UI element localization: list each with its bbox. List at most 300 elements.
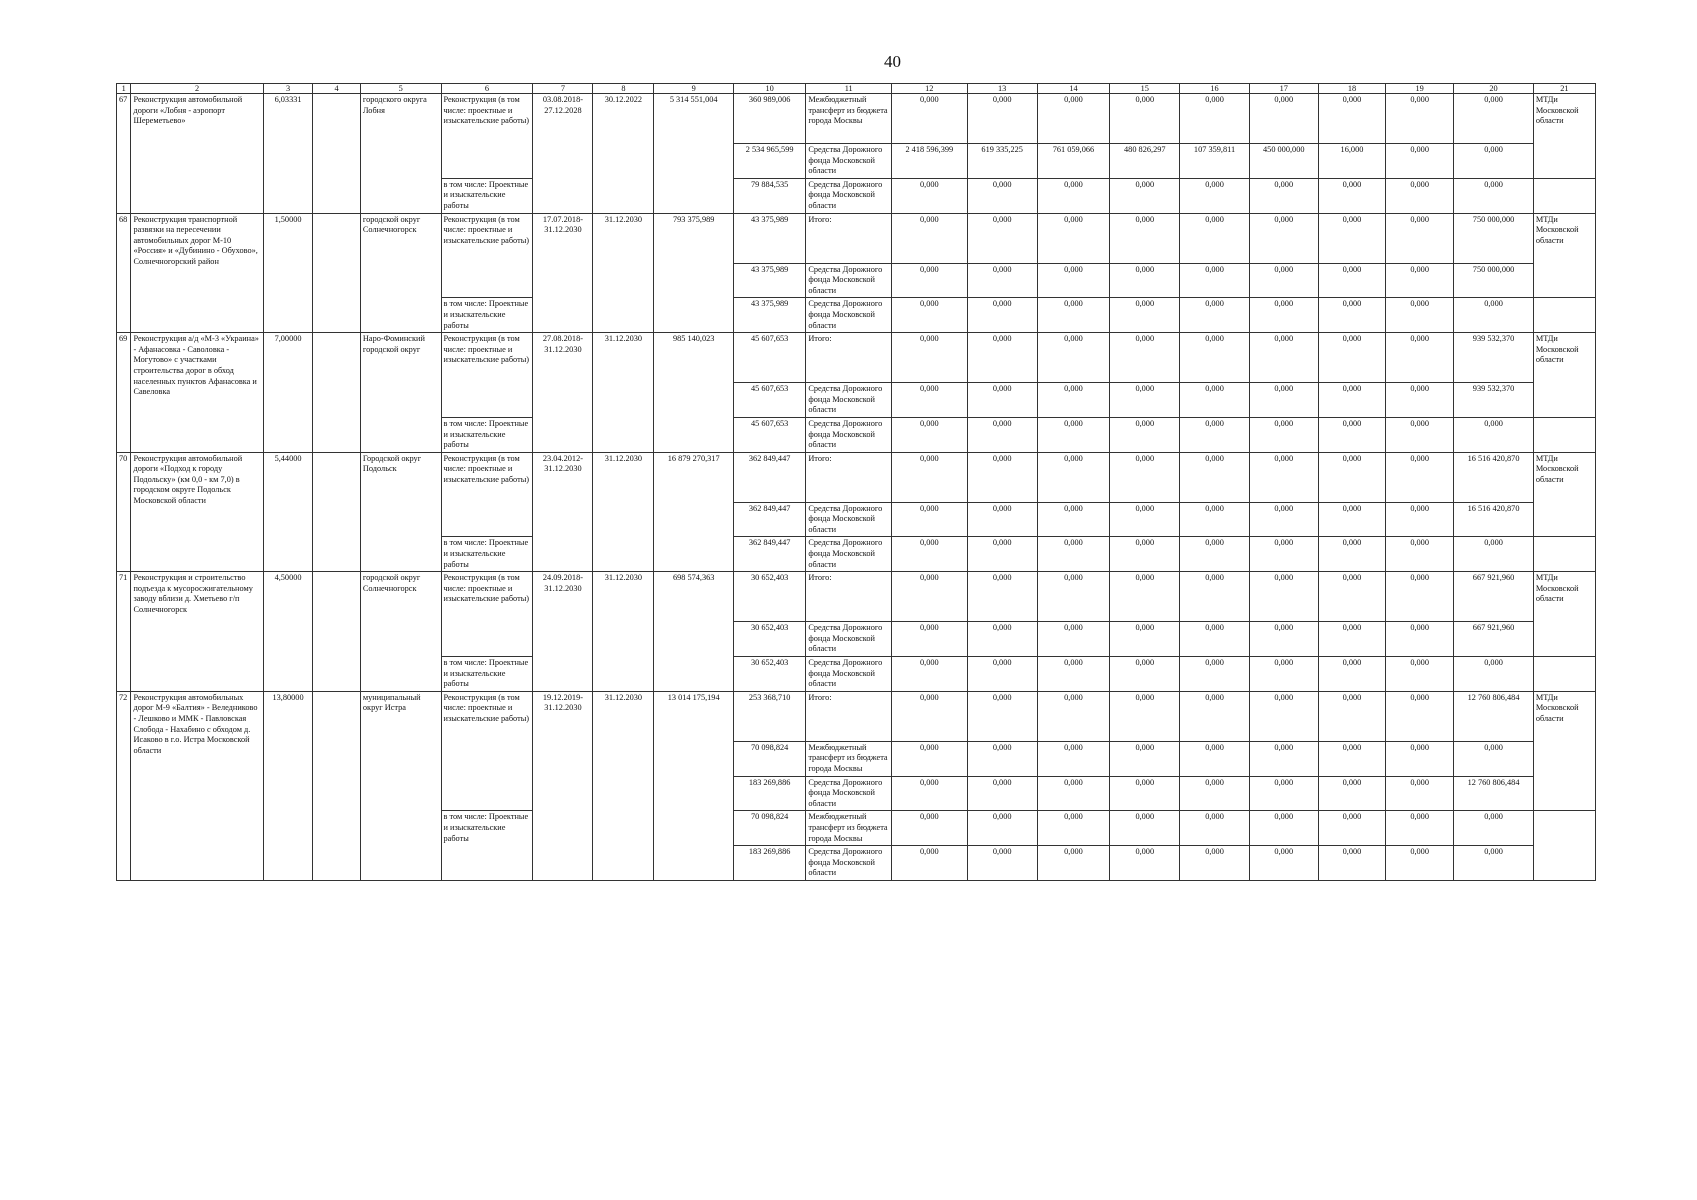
year-value-15: 0,000 [1110, 691, 1180, 741]
amount-cell: 43 375,989 [733, 298, 805, 333]
customer: МТДи Московской области [1533, 691, 1595, 811]
year-value-16: 0,000 [1180, 691, 1249, 741]
year-value-12: 0,000 [892, 298, 967, 333]
amount-cell: 362 849,447 [733, 537, 805, 572]
funding-source: Итого: [806, 452, 892, 502]
year-value-13: 0,000 [967, 776, 1037, 811]
year-value-19: 0,000 [1386, 144, 1454, 179]
year-value-12: 0,000 [892, 333, 967, 383]
column-number-cell: 9 [654, 84, 734, 94]
year-value-14: 761 059,066 [1037, 144, 1109, 179]
year-value-17: 0,000 [1249, 333, 1318, 383]
year-value-18: 0,000 [1318, 178, 1385, 213]
year-value-19: 0,000 [1386, 622, 1454, 657]
year-value-18: 0,000 [1318, 776, 1385, 811]
column-number-cell: 10 [733, 84, 805, 94]
column-number-cell: 5 [360, 84, 441, 94]
customer: МТДи Московской области [1533, 452, 1595, 537]
year-value-15: 0,000 [1110, 383, 1180, 418]
year-value-15: 0,000 [1110, 657, 1180, 692]
year-value-20: 750 000,000 [1454, 263, 1534, 298]
funding-source: Средства Дорожного фонда Московской области [806, 144, 892, 179]
year-value-16: 0,000 [1180, 263, 1249, 298]
year-value-16: 0,000 [1180, 622, 1249, 657]
year-value-17: 0,000 [1249, 776, 1318, 811]
year-value-16: 0,000 [1180, 537, 1249, 572]
year-value-18: 0,000 [1318, 622, 1385, 657]
year-value-12: 2 418 596,399 [892, 144, 967, 179]
work-type: Реконструкция (в том числе: проектные и изыскательские работы) [441, 94, 533, 179]
year-value-16: 0,000 [1180, 383, 1249, 418]
year-value-16: 0,000 [1180, 213, 1249, 263]
year-value-19: 0,000 [1386, 452, 1454, 502]
row-number: 71 [117, 572, 131, 692]
work-type: Реконструкция (в том числе: проектные и изыскательские работы) [441, 572, 533, 657]
year-value-12: 0,000 [892, 691, 967, 741]
year-value-17: 0,000 [1249, 846, 1318, 881]
municipality: городской округ Солнечногорск [360, 213, 441, 333]
work-type-sub: в том числе: Проектные и изыскательские работы [441, 298, 533, 333]
year-value-15: 0,000 [1110, 178, 1180, 213]
funding-source: Средства Дорожного фонда Московской области [806, 622, 892, 657]
year-value-20: 12 760 806,484 [1454, 776, 1534, 811]
year-value-13: 0,000 [967, 333, 1037, 383]
amount-cell: 43 375,989 [733, 213, 805, 263]
work-dates: 03.08.2018- 27.12.2028 [533, 94, 593, 214]
table-row [117, 572, 1596, 622]
year-value-14: 0,000 [1037, 691, 1109, 741]
year-value-15: 0,000 [1110, 298, 1180, 333]
row-number: 70 [117, 452, 131, 572]
year-value-19: 0,000 [1386, 417, 1454, 452]
year-value-18: 0,000 [1318, 572, 1385, 622]
year-value-16: 0,000 [1180, 741, 1249, 776]
year-value-17: 0,000 [1249, 657, 1318, 692]
year-value-15: 0,000 [1110, 741, 1180, 776]
empty-cell [313, 691, 361, 880]
column-number-cell: 18 [1318, 84, 1385, 94]
object-name: Реконструкция автомобильной дороги «Подход к городу Подольску» (км 0,0 - км 7,0) в городском округе Подольск Московской области [131, 452, 263, 572]
year-value-13: 0,000 [967, 622, 1037, 657]
year-value-15: 0,000 [1110, 776, 1180, 811]
year-value-16: 0,000 [1180, 417, 1249, 452]
year-value-15: 0,000 [1110, 502, 1180, 537]
work-type: Реконструкция (в том числе: проектные и изыскательские работы) [441, 452, 533, 537]
column-number-cell: 15 [1110, 84, 1180, 94]
year-value-15: 0,000 [1110, 94, 1180, 144]
year-value-18: 0,000 [1318, 417, 1385, 452]
object-length: 7,00000 [263, 333, 313, 453]
funding-source: Средства Дорожного фонда Московской области [806, 846, 892, 881]
funding-source: Итого: [806, 213, 892, 263]
amount-cell: 30 652,403 [733, 657, 805, 692]
year-value-15: 0,000 [1110, 263, 1180, 298]
year-value-12: 0,000 [892, 502, 967, 537]
year-value-17: 0,000 [1249, 383, 1318, 418]
amount-cell: 70 098,824 [733, 741, 805, 776]
year-value-17: 450 000,000 [1249, 144, 1318, 179]
year-value-14: 0,000 [1037, 622, 1109, 657]
year-value-14: 0,000 [1037, 776, 1109, 811]
total-cost: 5 314 551,004 [654, 94, 734, 214]
customer: МТДи Московской области [1533, 333, 1595, 418]
year-value-13: 0,000 [967, 741, 1037, 776]
year-value-19: 0,000 [1386, 537, 1454, 572]
work-type: Реконструкция (в том числе: проектные и изыскательские работы) [441, 691, 533, 811]
year-value-15: 480 826,297 [1110, 144, 1180, 179]
year-value-15: 0,000 [1110, 333, 1180, 383]
year-value-16: 0,000 [1180, 298, 1249, 333]
year-value-18: 0,000 [1318, 691, 1385, 741]
object-length: 1,50000 [263, 213, 313, 333]
year-value-12: 0,000 [892, 383, 967, 418]
row-number: 69 [117, 333, 131, 453]
funding-source: Средства Дорожного фонда Московской области [806, 298, 892, 333]
year-value-20: 0,000 [1454, 811, 1534, 846]
funding-source: Итого: [806, 572, 892, 622]
table-row [117, 333, 1596, 383]
amount-cell: 183 269,886 [733, 776, 805, 811]
total-cost: 793 375,989 [654, 213, 734, 333]
year-value-19: 0,000 [1386, 691, 1454, 741]
table-row [117, 213, 1596, 263]
funding-source: Средства Дорожного фонда Московской области [806, 263, 892, 298]
table-row [117, 452, 1596, 502]
customer: МТДи Московской области [1533, 94, 1595, 179]
year-value-13: 0,000 [967, 213, 1037, 263]
year-value-14: 0,000 [1037, 298, 1109, 333]
year-value-17: 0,000 [1249, 213, 1318, 263]
year-value-14: 0,000 [1037, 333, 1109, 383]
work-type-sub: в том числе: Проектные и изыскательские работы [441, 178, 533, 213]
amount-cell: 183 269,886 [733, 846, 805, 881]
year-value-15: 0,000 [1110, 537, 1180, 572]
year-value-19: 0,000 [1386, 263, 1454, 298]
customer: МТДи Московской области [1533, 572, 1595, 657]
year-value-12: 0,000 [892, 537, 967, 572]
year-value-16: 0,000 [1180, 572, 1249, 622]
municipality: Наро-Фоминский городской округ [360, 333, 441, 453]
work-type-sub: в том числе: Проектные и изыскательские работы [441, 657, 533, 692]
amount-cell: 45 607,653 [733, 333, 805, 383]
year-value-15: 0,000 [1110, 572, 1180, 622]
year-value-19: 0,000 [1386, 298, 1454, 333]
amount-cell: 253 368,710 [733, 691, 805, 741]
year-value-16: 0,000 [1180, 846, 1249, 881]
work-type: Реконструкция (в том числе: проектные и изыскательские работы) [441, 213, 533, 298]
year-value-20: 0,000 [1454, 741, 1534, 776]
year-value-17: 0,000 [1249, 178, 1318, 213]
object-length: 6,03331 [263, 94, 313, 214]
year-value-14: 0,000 [1037, 417, 1109, 452]
column-number-cell: 11 [806, 84, 892, 94]
year-value-20: 0,000 [1454, 178, 1534, 213]
year-value-18: 0,000 [1318, 94, 1385, 144]
construction-objects-table [116, 83, 1596, 881]
year-value-15: 0,000 [1110, 622, 1180, 657]
year-value-12: 0,000 [892, 657, 967, 692]
year-value-19: 0,000 [1386, 333, 1454, 383]
column-number-cell: 21 [1533, 84, 1595, 94]
funding-source: Межбюджетный трансферт из бюджета города Москвы [806, 94, 892, 144]
object-name: Реконструкция и строительство подъезда к мусоросжигательному заводу вблизи д. Хметьево г/п Солнечногорск [131, 572, 263, 692]
object-name: Реконструкция автомобильной дороги «Лобня - аэропорт Шереметьево» [131, 94, 263, 214]
year-value-15: 0,000 [1110, 213, 1180, 263]
year-value-13: 0,000 [967, 657, 1037, 692]
year-value-18: 0,000 [1318, 502, 1385, 537]
object-name: Реконструкция а/д «М-3 «Украина» - Афанасовка - Саволовка - Могутово» с участками строительства дорог в обход населенных пунктов Афанасовка и Савеловка [131, 333, 263, 453]
object-name: Реконструкция транспортной развязки на пересечении автомобильных дорог М-10 «Россия» и «Дубинино - Обухово», Солнечногорский район [131, 213, 263, 333]
year-value-18: 0,000 [1318, 657, 1385, 692]
object-length: 4,50000 [263, 572, 313, 692]
work-type: Реконструкция (в том числе: проектные и изыскательские работы) [441, 333, 533, 418]
year-value-17: 0,000 [1249, 94, 1318, 144]
amount-cell: 43 375,989 [733, 263, 805, 298]
total-cost: 985 140,023 [654, 333, 734, 453]
year-value-18: 0,000 [1318, 298, 1385, 333]
work-dates: 24.09.2018- 31.12.2030 [533, 572, 593, 692]
table-body [117, 84, 1596, 881]
year-value-13: 0,000 [967, 502, 1037, 537]
year-value-18: 16,000 [1318, 144, 1385, 179]
year-value-17: 0,000 [1249, 691, 1318, 741]
year-value-20: 0,000 [1454, 846, 1534, 881]
row-number: 72 [117, 691, 131, 880]
work-dates: 27.08.2018- 31.12.2030 [533, 333, 593, 453]
year-value-16: 0,000 [1180, 94, 1249, 144]
year-value-15: 0,000 [1110, 417, 1180, 452]
municipality: муниципальный округ Истра [360, 691, 441, 880]
year-value-14: 0,000 [1037, 178, 1109, 213]
year-value-18: 0,000 [1318, 537, 1385, 572]
year-value-17: 0,000 [1249, 417, 1318, 452]
year-value-13: 0,000 [967, 94, 1037, 144]
object-length: 13,80000 [263, 691, 313, 880]
customer-sub [1533, 417, 1595, 452]
year-value-18: 0,000 [1318, 452, 1385, 502]
year-value-18: 0,000 [1318, 333, 1385, 383]
year-value-20: 0,000 [1454, 94, 1534, 144]
year-value-19: 0,000 [1386, 741, 1454, 776]
year-value-18: 0,000 [1318, 383, 1385, 418]
year-value-18: 0,000 [1318, 263, 1385, 298]
funding-source: Средства Дорожного фонда Московской области [806, 502, 892, 537]
table-row [117, 691, 1596, 741]
customer-sub [1533, 657, 1595, 692]
table-row [117, 94, 1596, 144]
column-number-cell: 8 [593, 84, 654, 94]
column-number-cell: 13 [967, 84, 1037, 94]
empty-cell [313, 94, 361, 214]
column-number-cell: 4 [313, 84, 361, 94]
year-value-20: 16 516 420,870 [1454, 502, 1534, 537]
year-value-14: 0,000 [1037, 263, 1109, 298]
year-value-19: 0,000 [1386, 846, 1454, 881]
funding-source: Итого: [806, 333, 892, 383]
amount-cell: 362 849,447 [733, 502, 805, 537]
year-value-19: 0,000 [1386, 383, 1454, 418]
year-value-20: 939 532,370 [1454, 383, 1534, 418]
funding-source: Средства Дорожного фонда Московской области [806, 537, 892, 572]
year-value-18: 0,000 [1318, 846, 1385, 881]
year-value-17: 0,000 [1249, 741, 1318, 776]
year-value-19: 0,000 [1386, 811, 1454, 846]
amount-cell: 45 607,653 [733, 417, 805, 452]
column-number-cell: 6 [441, 84, 533, 94]
year-value-20: 0,000 [1454, 657, 1534, 692]
year-value-14: 0,000 [1037, 452, 1109, 502]
empty-cell [313, 452, 361, 572]
year-value-16: 0,000 [1180, 502, 1249, 537]
completion-date: 31.12.2030 [593, 452, 654, 572]
year-value-20: 0,000 [1454, 298, 1534, 333]
completion-date: 31.12.2030 [593, 691, 654, 880]
column-number-cell: 2 [131, 84, 263, 94]
year-value-17: 0,000 [1249, 452, 1318, 502]
funding-source: Средства Дорожного фонда Московской области [806, 178, 892, 213]
completion-date: 31.12.2030 [593, 213, 654, 333]
work-dates: 19.12.2019- 31.12.2030 [533, 691, 593, 880]
year-value-17: 0,000 [1249, 537, 1318, 572]
total-cost: 16 879 270,317 [654, 452, 734, 572]
column-number-row [117, 84, 1596, 94]
year-value-14: 0,000 [1037, 572, 1109, 622]
year-value-14: 0,000 [1037, 502, 1109, 537]
year-value-12: 0,000 [892, 572, 967, 622]
year-value-16: 0,000 [1180, 776, 1249, 811]
funding-source: Средства Дорожного фонда Московской области [806, 417, 892, 452]
year-value-17: 0,000 [1249, 263, 1318, 298]
total-cost: 698 574,363 [654, 572, 734, 692]
customer-sub [1533, 178, 1595, 213]
year-value-13: 0,000 [967, 263, 1037, 298]
page-number: 40 [884, 52, 901, 71]
year-value-15: 0,000 [1110, 811, 1180, 846]
year-value-18: 0,000 [1318, 213, 1385, 263]
amount-cell: 360 989,006 [733, 94, 805, 144]
year-value-14: 0,000 [1037, 383, 1109, 418]
year-value-20: 939 532,370 [1454, 333, 1534, 383]
customer-sub [1533, 811, 1595, 881]
year-value-16: 107 359,811 [1180, 144, 1249, 179]
work-type-sub: в том числе: Проектные и изыскательские работы [441, 811, 533, 881]
municipality: городского округа Лобня [360, 94, 441, 214]
work-dates: 23.04.2012- 31.12.2030 [533, 452, 593, 572]
year-value-20: 12 760 806,484 [1454, 691, 1534, 741]
column-number-cell: 14 [1037, 84, 1109, 94]
year-value-14: 0,000 [1037, 741, 1109, 776]
year-value-20: 0,000 [1454, 537, 1534, 572]
funding-source: Межбюджетный трансферт из бюджета города Москвы [806, 741, 892, 776]
object-length: 5,44000 [263, 452, 313, 572]
year-value-13: 0,000 [967, 178, 1037, 213]
year-value-12: 0,000 [892, 811, 967, 846]
year-value-14: 0,000 [1037, 657, 1109, 692]
year-value-12: 0,000 [892, 846, 967, 881]
year-value-17: 0,000 [1249, 622, 1318, 657]
funding-source: Средства Дорожного фонда Московской области [806, 383, 892, 418]
column-number-cell: 1 [117, 84, 131, 94]
municipality: городской округ Солнечногорск [360, 572, 441, 692]
customer: МТДи Московской области [1533, 213, 1595, 298]
amount-cell: 70 098,824 [733, 811, 805, 846]
year-value-17: 0,000 [1249, 811, 1318, 846]
column-number-cell: 12 [892, 84, 967, 94]
year-value-13: 0,000 [967, 452, 1037, 502]
amount-cell: 30 652,403 [733, 572, 805, 622]
funding-source: Межбюджетный трансферт из бюджета города Москвы [806, 811, 892, 846]
empty-cell [313, 333, 361, 453]
year-value-13: 0,000 [967, 298, 1037, 333]
year-value-20: 750 000,000 [1454, 213, 1534, 263]
year-value-13: 0,000 [967, 417, 1037, 452]
funding-source: Средства Дорожного фонда Московской области [806, 657, 892, 692]
year-value-19: 0,000 [1386, 178, 1454, 213]
year-value-19: 0,000 [1386, 94, 1454, 144]
amount-cell: 362 849,447 [733, 452, 805, 502]
year-value-16: 0,000 [1180, 657, 1249, 692]
year-value-20: 16 516 420,870 [1454, 452, 1534, 502]
year-value-20: 667 921,960 [1454, 622, 1534, 657]
customer-sub [1533, 537, 1595, 572]
column-number-cell: 3 [263, 84, 313, 94]
amount-cell: 30 652,403 [733, 622, 805, 657]
year-value-13: 619 335,225 [967, 144, 1037, 179]
year-value-12: 0,000 [892, 178, 967, 213]
year-value-16: 0,000 [1180, 452, 1249, 502]
object-name: Реконструкция автомобильных дорог М-9 «Балтия» - Веледниково - Лешково и ММК - Павловская Слобода - Нахабино с обходом д. Исаково в г.о. Истра Московской области [131, 691, 263, 880]
year-value-13: 0,000 [967, 572, 1037, 622]
funding-source: Средства Дорожного фонда Московской области [806, 776, 892, 811]
empty-cell [313, 572, 361, 692]
year-value-17: 0,000 [1249, 502, 1318, 537]
completion-date: 31.12.2030 [593, 333, 654, 453]
year-value-13: 0,000 [967, 537, 1037, 572]
total-cost: 13 014 175,194 [654, 691, 734, 880]
year-value-19: 0,000 [1386, 502, 1454, 537]
year-value-19: 0,000 [1386, 776, 1454, 811]
row-number: 67 [117, 94, 131, 214]
year-value-20: 667 921,960 [1454, 572, 1534, 622]
funding-source: Итого: [806, 691, 892, 741]
year-value-14: 0,000 [1037, 213, 1109, 263]
year-value-12: 0,000 [892, 622, 967, 657]
row-number: 68 [117, 213, 131, 333]
year-value-19: 0,000 [1386, 213, 1454, 263]
year-value-13: 0,000 [967, 691, 1037, 741]
column-number-cell: 16 [1180, 84, 1249, 94]
year-value-12: 0,000 [892, 263, 967, 298]
year-value-14: 0,000 [1037, 846, 1109, 881]
year-value-15: 0,000 [1110, 452, 1180, 502]
amount-cell: 2 534 965,599 [733, 144, 805, 179]
column-number-cell: 19 [1386, 84, 1454, 94]
municipality: Городской округ Подольск [360, 452, 441, 572]
year-value-17: 0,000 [1249, 298, 1318, 333]
year-value-14: 0,000 [1037, 811, 1109, 846]
column-number-cell: 20 [1454, 84, 1534, 94]
year-value-12: 0,000 [892, 417, 967, 452]
work-dates: 17.07.2018- 31.12.2030 [533, 213, 593, 333]
year-value-13: 0,000 [967, 846, 1037, 881]
amount-cell: 45 607,653 [733, 383, 805, 418]
column-number-cell: 17 [1249, 84, 1318, 94]
year-value-19: 0,000 [1386, 657, 1454, 692]
work-type-sub: в том числе: Проектные и изыскательские работы [441, 417, 533, 452]
year-value-17: 0,000 [1249, 572, 1318, 622]
year-value-12: 0,000 [892, 213, 967, 263]
completion-date: 31.12.2030 [593, 572, 654, 692]
